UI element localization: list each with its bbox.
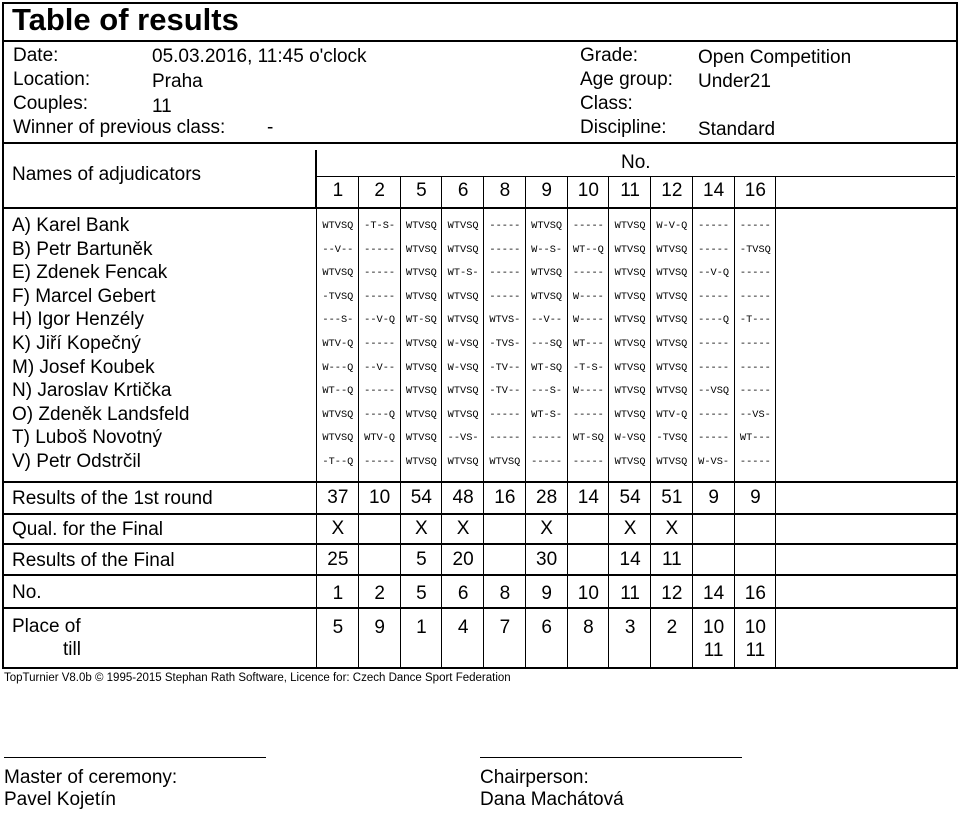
- adjudicator-mark: WTVSQ: [531, 220, 563, 232]
- adjudicator-mark: WT---: [572, 338, 604, 350]
- results-1st-value: 48: [452, 487, 474, 508]
- no-header-underline: [315, 176, 955, 177]
- adjudicator-mark: WTVSQ: [614, 338, 646, 350]
- grade-value: Open Competition: [698, 47, 852, 68]
- adjudicator-mark: WTVSQ: [447, 290, 479, 303]
- adjudicator-mark: WT-SQ: [531, 361, 563, 374]
- final-value: 5: [416, 549, 427, 570]
- adjudicator-mark: WTVSQ: [614, 361, 646, 374]
- adjudicator-mark: WTV-Q: [364, 432, 396, 445]
- final-label: Results of the Final: [12, 550, 175, 571]
- couple-number: 11: [620, 180, 640, 201]
- place-of-value: 3: [624, 617, 636, 638]
- results-1st-value: 9: [708, 487, 719, 508]
- adjudicator-mark: WTVSQ: [322, 267, 354, 280]
- adjudicator-mark: WT--Q: [572, 243, 604, 256]
- no2-bottom-line: [2, 607, 958, 609]
- adjudicator-name: B) Petr Bartuněk: [12, 238, 153, 260]
- header-bottom-line: [2, 207, 958, 209]
- chair-name: Dana Machátová: [480, 789, 624, 810]
- chair-label: Chairperson:: [480, 767, 589, 788]
- column-line: [734, 177, 735, 667]
- adjudicator-mark: -----: [739, 385, 771, 398]
- adjudicator-mark: ---S-: [322, 314, 354, 327]
- adjudicators-bottom-line: [2, 481, 958, 483]
- adjudicator-mark: WTVSQ: [531, 267, 563, 280]
- adjudicator-mark: --VS-: [447, 432, 479, 445]
- adjudicator-name: V) Petr Odstrčil: [12, 451, 141, 472]
- adjudicator-name: K) Jiří Kopečný: [12, 333, 141, 354]
- adjudicator-mark: ---SQ: [531, 338, 563, 350]
- couple-number: 1: [332, 583, 344, 604]
- couples-value: 11: [152, 96, 172, 117]
- adjudicator-mark: WTVSQ: [322, 220, 354, 232]
- adjudicator-mark: --V--: [364, 361, 396, 374]
- column-line: [400, 177, 401, 667]
- qual-bottom-line: [2, 543, 958, 545]
- qual-mark: X: [415, 518, 428, 539]
- adjudicator-mark: W----: [572, 385, 604, 398]
- adjudicator-mark: --V-Q: [364, 314, 396, 327]
- adjudicator-mark: WTVSQ: [656, 243, 688, 256]
- adjudicator-mark: WT-SQ: [572, 432, 604, 445]
- adjudicator-mark: WT-SQ: [405, 314, 437, 327]
- discipline-label: Discipline:: [580, 117, 667, 138]
- place-of-value: 8: [583, 617, 594, 638]
- adjudicator-mark: WTVSQ: [614, 220, 646, 232]
- adjudicator-name: H) Igor Henzély: [12, 309, 144, 331]
- column-line: [358, 177, 359, 667]
- column-line: [775, 177, 776, 667]
- column-line: [525, 177, 526, 667]
- qual-mark: X: [540, 518, 553, 539]
- moc-name: Pavel Kojetín: [4, 789, 116, 810]
- column-line: [316, 150, 317, 667]
- results-1st-value: 10: [369, 487, 391, 508]
- couple-number: 5: [416, 583, 427, 604]
- till-label: till: [63, 639, 81, 660]
- column-line: [650, 177, 651, 667]
- moc-label: Master of ceremony:: [4, 767, 178, 788]
- adjudicator-mark: WTVSQ: [447, 220, 479, 232]
- age-group-value: Under21: [698, 71, 771, 92]
- location-value: Praha: [152, 71, 203, 92]
- couple-number: 2: [374, 180, 385, 201]
- results-1st-value: 16: [494, 487, 516, 508]
- discipline-value: Standard: [698, 119, 776, 140]
- couple-number: 9: [541, 180, 552, 201]
- adjudicator-name: O) Zdeněk Landsfeld: [12, 403, 190, 425]
- adjudicator-mark: WTV-Q: [322, 338, 354, 350]
- column-line: [608, 177, 609, 667]
- adjudicator-mark: WTVSQ: [656, 338, 688, 350]
- chair-signature-line: [480, 757, 742, 758]
- column-line: [483, 177, 484, 667]
- date-label: Date:: [13, 45, 59, 66]
- results-1st-value: 51: [661, 487, 683, 508]
- adjudicators-header: Names of adjudicators: [12, 164, 202, 185]
- winner-label: Winner of previous class:: [13, 117, 226, 138]
- adjudicator-mark: -TV--: [489, 361, 521, 374]
- adjudicator-name: M) Josef Koubek: [12, 356, 155, 378]
- adjudicator-mark: WTVSQ: [656, 314, 688, 327]
- adjudicator-mark: -----: [739, 338, 771, 350]
- couple-number: 14: [703, 583, 725, 604]
- grade-label: Grade:: [580, 45, 639, 66]
- adjudicator-mark: -TVSQ: [322, 290, 354, 303]
- adjudicator-mark: -T-S-: [364, 220, 396, 232]
- qual-label: Qual. for the Final: [12, 519, 164, 540]
- adjudicator-mark: W-VSQ: [447, 361, 479, 374]
- place-of-value: 10: [744, 617, 766, 638]
- class-label: Class:: [580, 93, 633, 114]
- results-1st-value: 54: [619, 487, 641, 508]
- adjudicator-mark: WTVSQ: [405, 290, 437, 303]
- adjudicator-mark: -----: [739, 361, 771, 374]
- adjudicator-mark: -----: [739, 290, 771, 303]
- adjudicator-mark: -T--Q: [322, 456, 354, 468]
- adjudicator-mark: -T---: [739, 314, 771, 327]
- results-1st-label: Results of the 1st round: [12, 488, 213, 509]
- results-1st-value: 54: [410, 487, 432, 508]
- adjudicator-mark: --VS-: [739, 408, 771, 421]
- adjudicator-mark: WTVSQ: [656, 267, 688, 280]
- adjudicator-mark: -----: [572, 456, 604, 468]
- place-of-value: 2: [666, 617, 678, 638]
- adjudicator-mark: WTVSQ: [614, 243, 646, 256]
- couple-number: 1: [332, 180, 344, 201]
- adjudicator-mark: WTVSQ: [405, 267, 437, 280]
- page-title: Table of results: [12, 2, 239, 37]
- adjudicator-mark: --V-Q: [698, 267, 730, 280]
- adjudicator-mark: -----: [698, 338, 730, 350]
- column-line: [441, 177, 442, 667]
- adjudicator-mark: WTVSQ: [614, 267, 646, 280]
- adjudicator-mark: WTVSQ: [489, 456, 521, 468]
- adjudicator-mark: WT-S-: [531, 408, 563, 421]
- software-footer: TopTurnier V8.0b © 1995-2015 Stephan Rath Software, Licence for: Czech Dance Sport Federation: [4, 672, 511, 684]
- adjudicator-mark: -----: [531, 432, 563, 445]
- adjudicator-mark: W----: [572, 314, 604, 327]
- adjudicator-mark: -----: [698, 290, 730, 303]
- adjudicator-mark: WTVSQ: [656, 290, 688, 303]
- adjudicator-mark: ----Q: [364, 408, 396, 421]
- adjudicator-name: A) Karel Bank: [12, 215, 130, 236]
- adjudicator-mark: -----: [489, 290, 521, 303]
- adjudicator-mark: W-VSQ: [447, 338, 479, 350]
- couple-number: 12: [661, 583, 683, 604]
- date-value: 05.03.2016, 11:45 o'clock: [152, 46, 367, 67]
- adjudicator-mark: WT--Q: [322, 385, 354, 398]
- adjudicator-mark: --V--: [531, 314, 563, 327]
- adjudicator-mark: --VSQ: [698, 385, 730, 398]
- qual-mark: X: [456, 518, 470, 539]
- adjudicator-mark: WTVSQ: [614, 290, 646, 303]
- adjudicator-mark: WTVSQ: [447, 456, 479, 468]
- adjudicator-mark: -----: [364, 290, 396, 303]
- place-of-label: Place of: [12, 616, 81, 637]
- place-of-value: 5: [332, 617, 344, 638]
- final-value: 30: [536, 549, 558, 570]
- adjudicator-mark: WTVSQ: [447, 314, 479, 327]
- adjudicator-mark: W----: [572, 290, 604, 303]
- adjudicator-mark: W---Q: [322, 361, 354, 374]
- qual-mark: X: [623, 518, 637, 539]
- qual-mark: X: [665, 518, 679, 539]
- adjudicator-mark: -----: [572, 267, 604, 280]
- adjudicator-mark: WTVSQ: [405, 338, 437, 350]
- table-left-border: [2, 142, 4, 669]
- column-line: [692, 177, 693, 667]
- adjudicator-name: T) Luboš Novotný: [12, 427, 162, 449]
- couple-number: 8: [499, 583, 511, 604]
- couples-label: Couples:: [13, 93, 88, 114]
- adjudicator-mark: W--S-: [531, 243, 563, 256]
- couple-number: 16: [744, 583, 766, 604]
- adjudicator-mark: WTVSQ: [447, 385, 479, 398]
- couple-number: 14: [703, 180, 725, 201]
- adjudicator-mark: -----: [698, 220, 730, 232]
- adjudicator-mark: WTVSQ: [322, 408, 354, 421]
- adjudicator-mark: -----: [489, 267, 521, 280]
- adjudicator-mark: WTVSQ: [531, 290, 563, 303]
- adjudicator-mark: -----: [364, 243, 396, 256]
- adjudicator-mark: WTVSQ: [405, 432, 437, 445]
- couple-number: 12: [661, 180, 683, 201]
- adjudicator-mark: ---S-: [531, 385, 563, 398]
- adjudicator-mark: -----: [489, 220, 521, 232]
- winner-value: -: [267, 117, 274, 138]
- final-bottom-line: [2, 574, 958, 576]
- adjudicator-mark: W-V-Q: [656, 220, 688, 232]
- column-line: [567, 177, 568, 667]
- adjudicator-mark: ----Q: [698, 314, 730, 327]
- couple-number: 8: [499, 180, 511, 201]
- results-1st-bottom-line: [2, 513, 958, 515]
- adjudicator-mark: -----: [698, 361, 730, 374]
- no-label-2: No.: [12, 582, 42, 603]
- table-bottom-line: [2, 667, 958, 669]
- adjudicator-mark: -----: [364, 267, 396, 280]
- couple-number: 6: [457, 583, 469, 604]
- adjudicator-mark: --V--: [322, 243, 354, 256]
- couple-number: 11: [620, 583, 640, 604]
- adjudicator-mark: WTVSQ: [447, 408, 479, 421]
- adjudicator-mark: WTVSQ: [405, 361, 437, 374]
- adjudicator-mark: -----: [739, 267, 771, 280]
- couple-number: 10: [577, 180, 599, 201]
- adjudicator-mark: -----: [489, 243, 521, 256]
- no-header: No.: [621, 152, 651, 173]
- couple-number: 6: [457, 180, 469, 201]
- adjudicator-mark: W-VSQ: [614, 432, 646, 445]
- place-of-value: 7: [499, 617, 511, 638]
- adjudicator-mark: -TVSQ: [739, 243, 771, 256]
- adjudicator-mark: WT-S-: [447, 267, 479, 280]
- adjudicator-mark: WTVSQ: [656, 385, 688, 398]
- final-value: 20: [452, 549, 474, 570]
- adjudicator-mark: WTVSQ: [614, 385, 646, 398]
- adjudicator-mark: WTVSQ: [405, 408, 437, 421]
- adjudicator-mark: -TV--: [489, 385, 521, 398]
- moc-signature-line: [4, 757, 266, 758]
- adjudicator-mark: WTVSQ: [614, 408, 646, 421]
- adjudicator-mark: -----: [698, 243, 730, 256]
- adjudicator-name: F) Marcel Gebert: [12, 285, 156, 307]
- adjudicator-mark: WTVS-: [489, 314, 521, 327]
- location-label: Location:: [13, 69, 91, 90]
- final-value: 14: [619, 549, 641, 570]
- couple-number: 10: [577, 583, 599, 604]
- adjudicator-mark: -----: [531, 456, 563, 468]
- results-1st-value: 14: [577, 487, 599, 508]
- adjudicator-mark: -----: [489, 432, 521, 445]
- adjudicator-mark: WTVSQ: [447, 243, 479, 256]
- adjudicator-mark: -TVSQ: [656, 432, 688, 445]
- adjudicator-mark: -T-S-: [572, 361, 604, 374]
- place-of-value: 10: [703, 617, 725, 638]
- couple-number: 16: [744, 180, 766, 201]
- qual-mark: X: [331, 518, 345, 539]
- place-till-value: 11: [745, 640, 766, 661]
- adjudicator-mark: -----: [572, 408, 604, 421]
- adjudicator-mark: W-VS-: [698, 456, 730, 468]
- place-of-value: 6: [541, 617, 552, 638]
- adjudicator-mark: WTVSQ: [614, 456, 646, 468]
- adjudicator-mark: WTVSQ: [405, 220, 437, 232]
- adjudicator-mark: -----: [739, 220, 771, 232]
- adjudicator-mark: WTVSQ: [322, 432, 354, 445]
- adjudicator-mark: -TVS-: [489, 338, 521, 350]
- couple-number: 9: [541, 583, 552, 604]
- final-value: 25: [327, 549, 349, 570]
- couple-number: 2: [374, 583, 385, 604]
- place-of-value: 4: [457, 617, 469, 638]
- adjudicator-mark: WTVSQ: [405, 243, 437, 256]
- adjudicator-mark: -----: [572, 220, 604, 232]
- place-of-value: 1: [416, 617, 427, 638]
- adjudicator-mark: WTVSQ: [656, 456, 688, 468]
- place-till-value: 11: [703, 640, 724, 661]
- adjudicator-mark: -----: [364, 456, 396, 468]
- table-right-border: [956, 142, 958, 669]
- adjudicator-mark: -----: [698, 408, 730, 421]
- adjudicator-mark: -----: [364, 338, 396, 350]
- age-group-label: Age group:: [580, 69, 673, 90]
- results-1st-value: 37: [327, 487, 349, 508]
- adjudicator-mark: WT---: [739, 432, 771, 445]
- adjudicator-mark: WTVSQ: [614, 314, 646, 327]
- results-1st-value: 9: [750, 487, 761, 508]
- adjudicator-mark: -----: [698, 432, 730, 445]
- adjudicator-mark: -----: [739, 456, 771, 468]
- adjudicator-mark: WTV-Q: [656, 408, 688, 421]
- adjudicator-mark: WTVSQ: [405, 456, 437, 468]
- adjudicator-mark: WTVSQ: [405, 385, 437, 398]
- adjudicator-mark: WTVSQ: [656, 361, 688, 374]
- place-of-value: 9: [374, 617, 385, 638]
- adjudicator-name: N) Jaroslav Krtička: [12, 380, 172, 402]
- adjudicator-mark: -----: [489, 408, 521, 421]
- adjudicator-mark: -----: [364, 385, 396, 398]
- adjudicator-name: E) Zdenek Fencak: [12, 262, 168, 284]
- couple-number: 5: [416, 180, 427, 201]
- results-1st-value: 28: [536, 487, 558, 508]
- final-value: 11: [662, 549, 682, 570]
